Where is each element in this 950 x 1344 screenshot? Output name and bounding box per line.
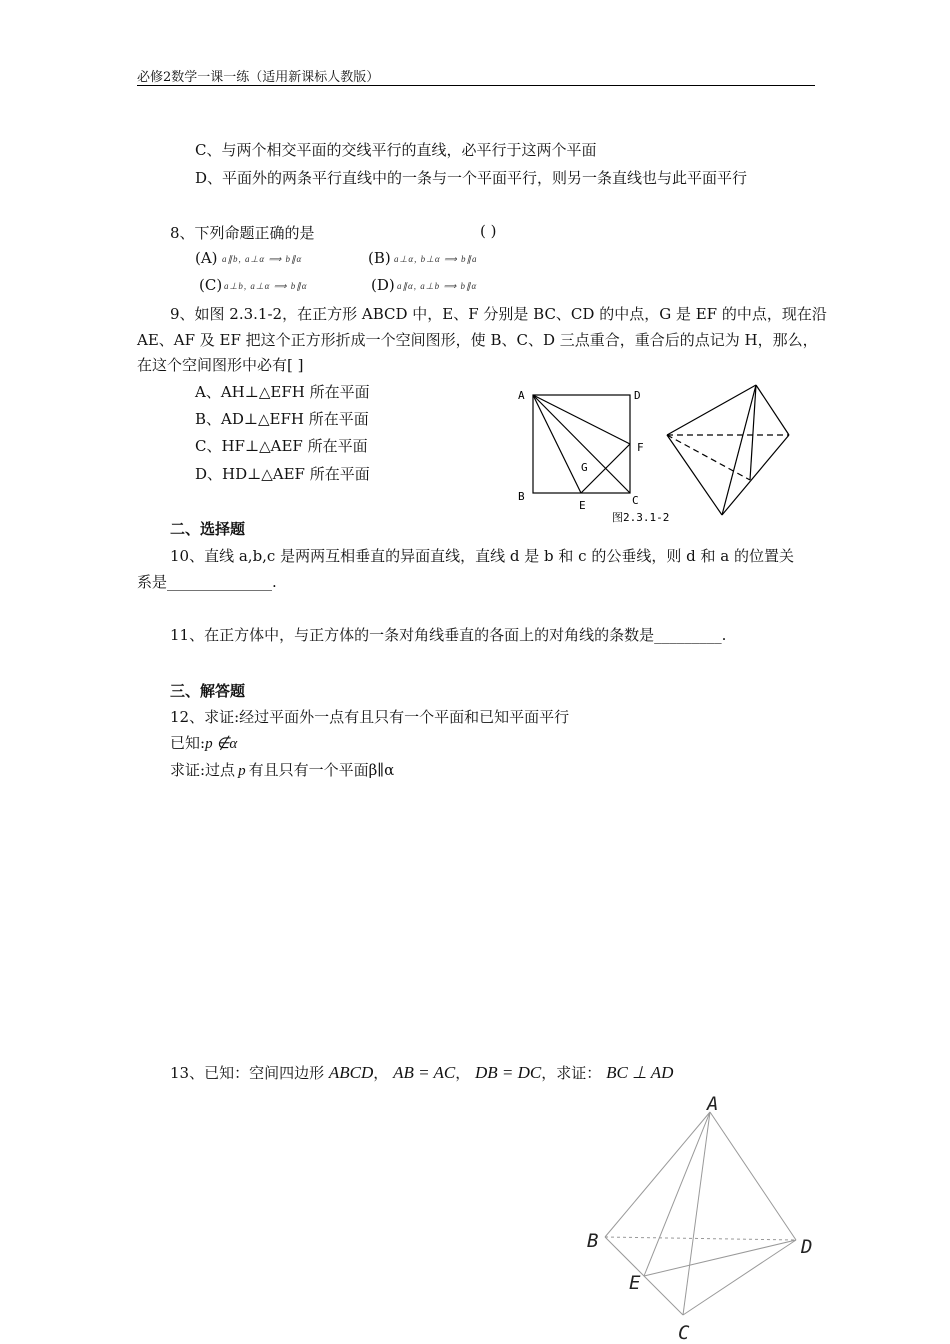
section-2-title: 二、选择题 — [170, 520, 246, 538]
q12-given-label: 已知: — [170, 734, 206, 752]
q7-option-c: C、与两个相交平面的交线平行的直线，必平行于这两个平面 — [195, 141, 597, 159]
diagonal-ac — [533, 395, 630, 493]
page-header: 必修2数学一课一练（适用新课标人教版） — [137, 70, 380, 85]
q12-given-math: p ∉α — [205, 736, 238, 752]
q8-option-a-math: a∥b, a⊥α ⟹ b∥α — [222, 254, 303, 264]
pyramid-edge — [756, 385, 789, 435]
q9-option-c: C、HF⊥△AEF 所在平面 — [195, 437, 368, 455]
q9-option-a: A、AH⊥△EFH 所在平面 — [195, 383, 370, 401]
fold-line-ae — [533, 395, 581, 493]
q12-stem: 12、求证:经过平面外一点有且只有一个平面和已知平面平行 — [170, 708, 570, 726]
pyramid-edge — [667, 385, 756, 435]
edge-ae — [644, 1112, 710, 1276]
edge-ab — [605, 1112, 710, 1237]
q9-line-2: AE、AF 及 EF 把这个正方形折成一个空间图形，使 B、C、D 三点重合，重合后的点记为 H，那么， — [137, 331, 818, 349]
q8-option-a-label: (A) — [195, 249, 218, 267]
q11-text: 11、在正方体中，与正方体的一条对角线垂直的各面上的对角线的条数是_________. — [170, 626, 727, 644]
edge-ac — [683, 1112, 710, 1315]
q13-sep-1: ， — [373, 1064, 389, 1082]
q8-option-d-math: a∥α, a⊥b ⟹ b∥α — [397, 281, 478, 291]
q8-option-c-label: (C) — [199, 276, 223, 294]
q9-figure — [510, 380, 800, 525]
vertex-d-label: D — [801, 1236, 813, 1258]
q13-statement — [170, 1062, 673, 1083]
q9-line-1: 9、如图 2.3.1-2，在正方形 ABCD 中，E、F 分别是 BC、CD 的中点，G 是 EF 的中点，现在沿 — [170, 305, 827, 323]
q9-option-b: B、AD⊥△EFH 所在平面 — [195, 410, 369, 428]
edge-ad — [710, 1112, 796, 1240]
q12-prove-rest: 有且只有一个平面β∥α — [248, 761, 395, 779]
q13-cond-1: AB = AC — [393, 1063, 456, 1082]
pyramid-edge — [750, 385, 756, 480]
label-c: C — [632, 494, 639, 507]
q8-option-b-math: a⊥α, b⊥α ⟹ b∥a — [394, 254, 478, 264]
fold-line-af — [533, 395, 630, 444]
section-3-title: 三、解答题 — [170, 682, 246, 700]
q8-stem: 8、下列命题正确的是 — [170, 224, 315, 242]
q13-stem: 13、已知：空间四边形 — [170, 1064, 325, 1082]
q8-option-d-label: (D) — [371, 276, 395, 294]
q13-prove-label: 求证： — [556, 1064, 602, 1082]
point-e-label: E — [629, 1272, 641, 1294]
edge-ed — [644, 1240, 796, 1276]
label-b: B — [518, 490, 525, 503]
vertex-a-label: A — [707, 1093, 719, 1115]
edge-cd — [683, 1240, 796, 1315]
q10-line-1: 10、直线 a,b,c 是两两互相垂直的异面直线，直线 d 是 b 和 c 的公垂线，则 d 和 a 的位置关 — [170, 547, 794, 565]
q9-option-d: D、HD⊥△AEF 所在平面 — [195, 465, 370, 483]
label-a: A — [518, 389, 525, 402]
figure-caption: 图2.3.1-2 — [612, 511, 670, 524]
q8-option-c-math: a⊥b, a⊥α ⟹ b∥α — [224, 281, 308, 291]
pyramid-edge — [667, 435, 722, 515]
q7-option-d: D、平面外的两条平行直线中的一条与一个平面平行，则另一条直线也与此平面平行 — [195, 169, 748, 187]
label-d: D — [634, 389, 641, 402]
q10-line-2: 系是______________. — [137, 573, 277, 591]
header-rule — [137, 85, 815, 86]
q12-prove — [170, 759, 394, 780]
q13-figure — [580, 1090, 830, 1340]
q8-answer-paren: ( ) — [480, 222, 497, 240]
q13-sep-3: ， — [541, 1064, 557, 1082]
q12-prove-label: 求证:过点 — [170, 761, 236, 779]
q12-given — [170, 732, 237, 753]
label-e: E — [579, 499, 586, 512]
vertex-b-label: B — [587, 1230, 599, 1252]
hidden-edge-bd — [605, 1237, 796, 1240]
q13-sep-2: ， — [455, 1064, 471, 1082]
q12-prove-var: p — [238, 763, 246, 779]
vertex-c-label: C — [678, 1322, 690, 1340]
q13-goal: BC ⊥ AD — [606, 1063, 674, 1082]
q9-line-3: 在这个空间图形中必有[ ] — [137, 356, 304, 374]
q13-cond-2: DB = DC — [475, 1063, 542, 1082]
q13-quad: ABCD — [328, 1063, 374, 1082]
label-f: F — [637, 441, 644, 454]
q8-option-b-label: (B) — [368, 249, 391, 267]
label-g: G — [581, 461, 588, 474]
